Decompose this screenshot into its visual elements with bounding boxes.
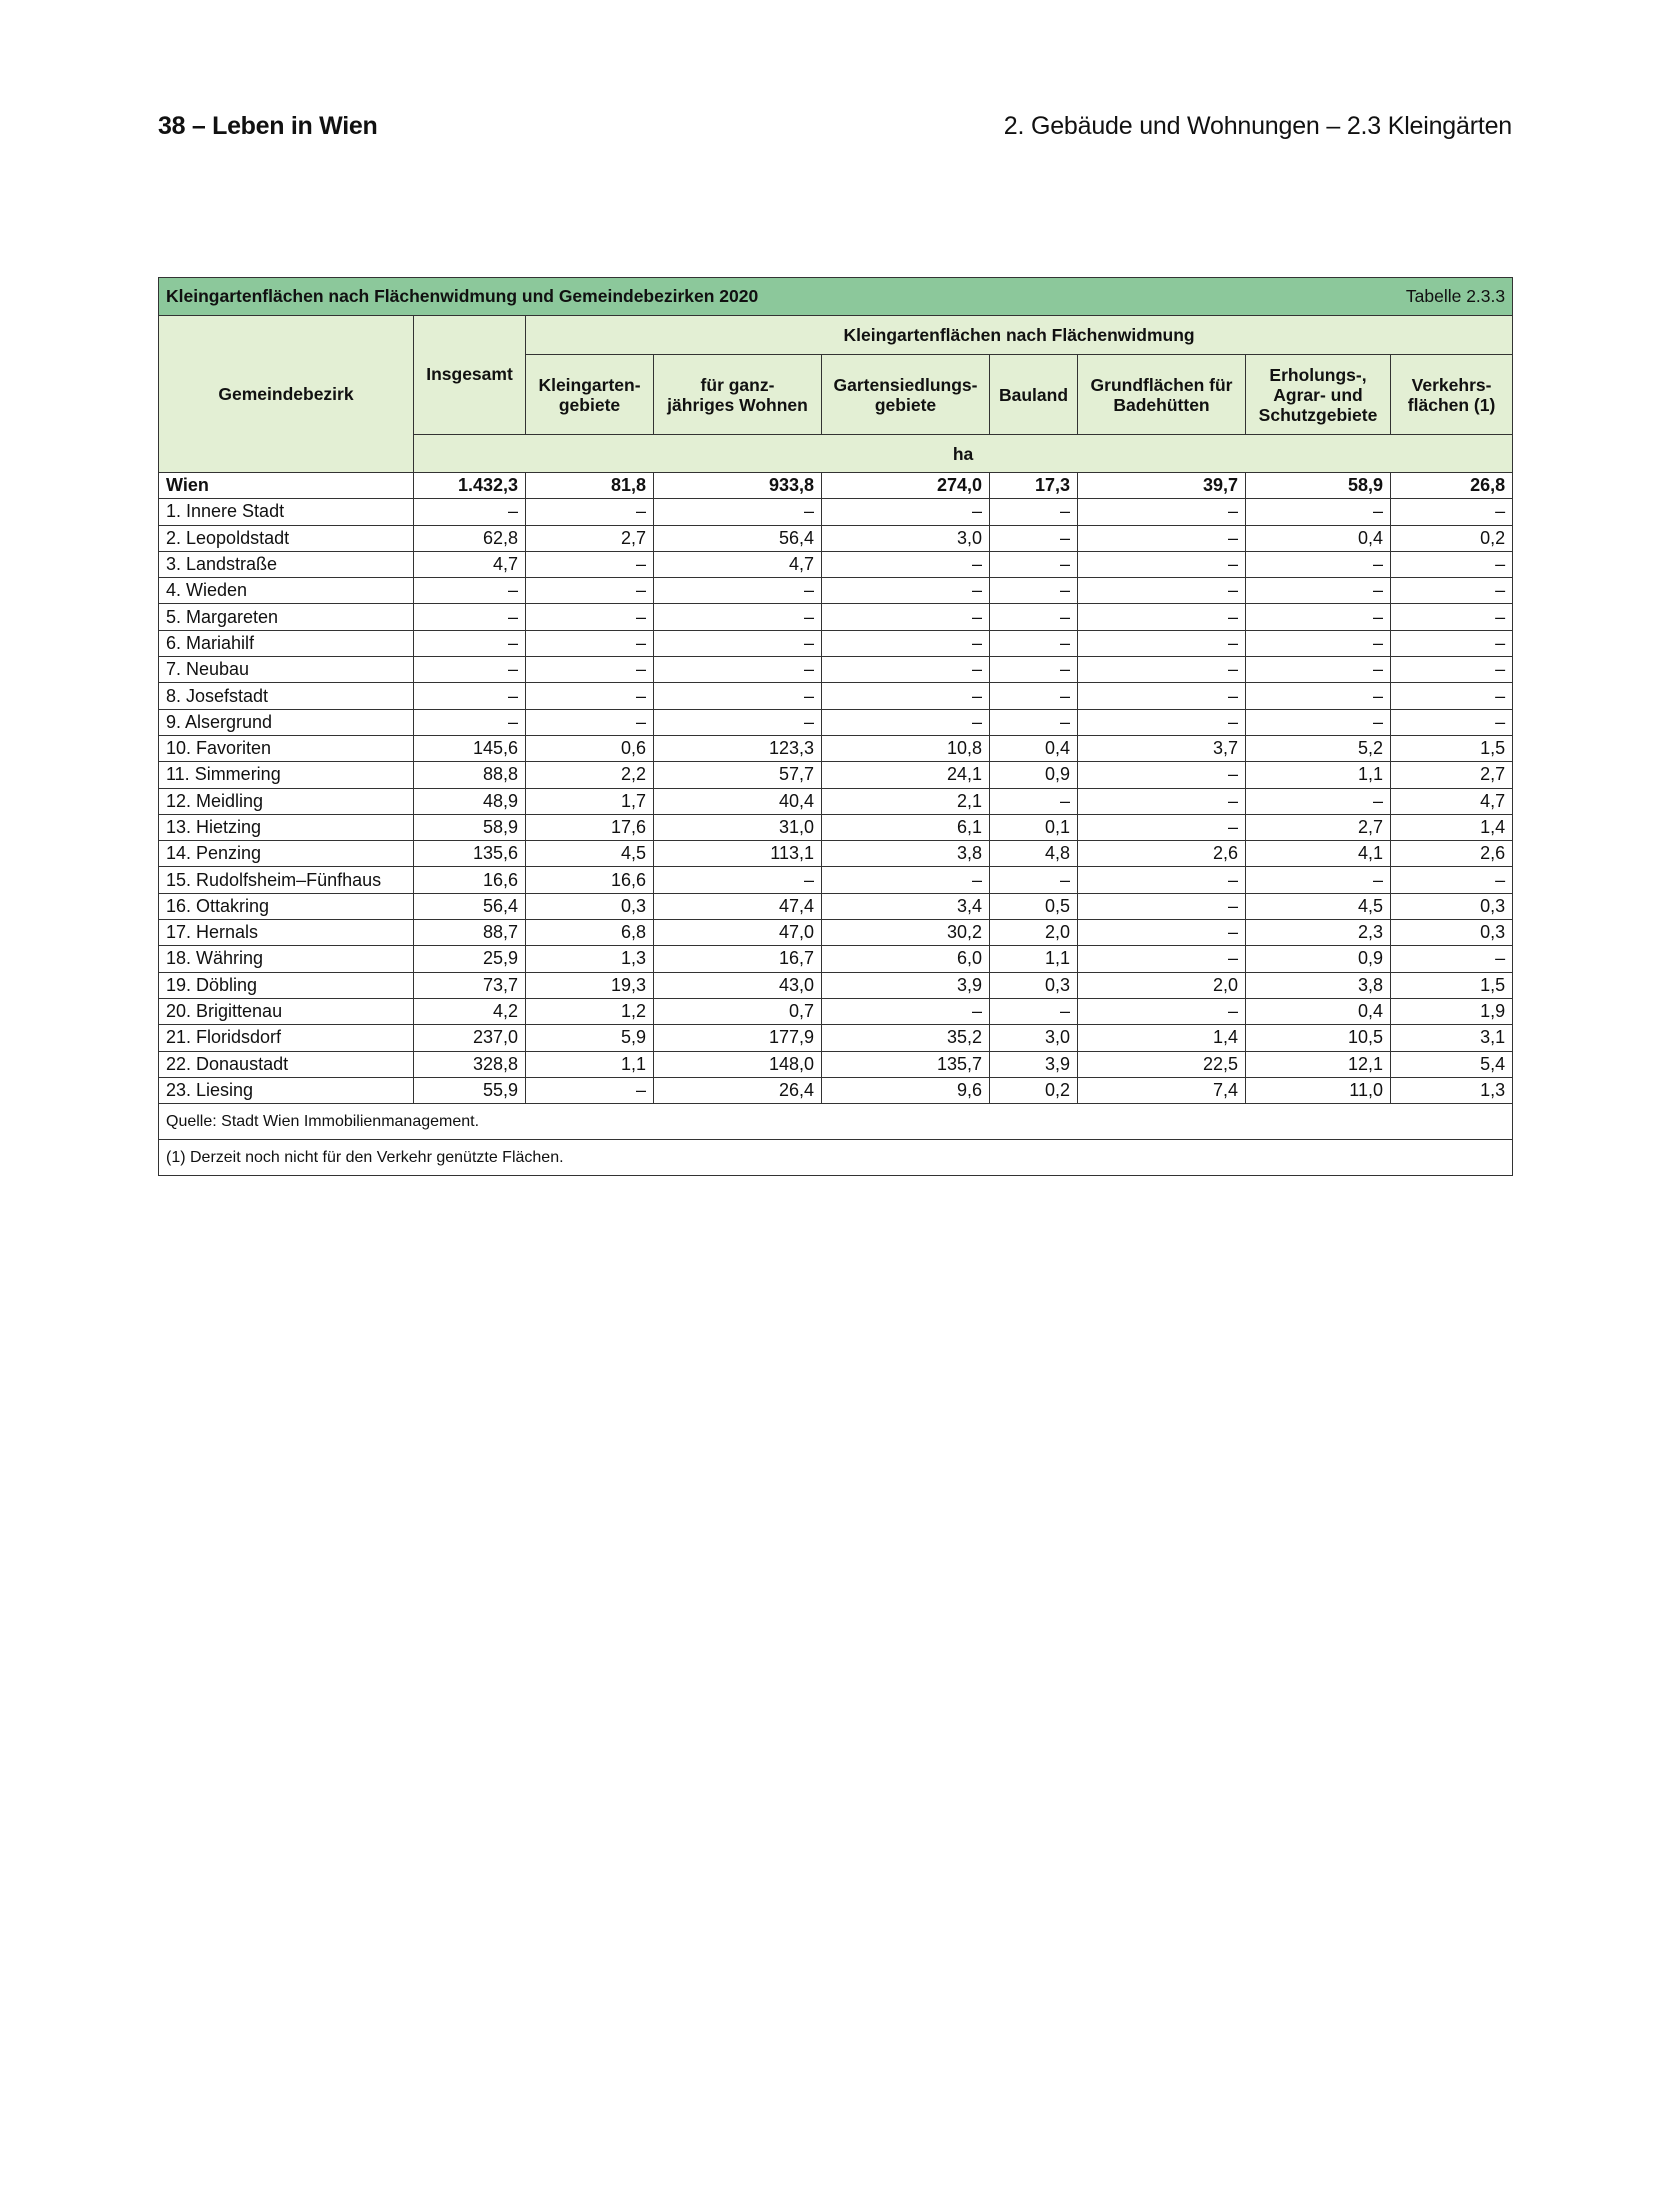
value-cell: 1,4 <box>1078 1025 1246 1051</box>
value-cell: – <box>654 578 822 604</box>
value-cell: – <box>414 604 526 630</box>
value-cell: – <box>1391 578 1513 604</box>
table-row <box>159 709 1513 735</box>
value-cell: – <box>1246 788 1391 814</box>
value-cell: 73,7 <box>414 972 526 998</box>
value-cell: 3,0 <box>990 1025 1078 1051</box>
value-cell: – <box>1078 946 1246 972</box>
value-cell: – <box>526 551 654 577</box>
value-cell: 2,3 <box>1246 920 1391 946</box>
value-cell: 6,1 <box>822 814 990 840</box>
value-cell: 30,2 <box>822 920 990 946</box>
value-cell: – <box>990 578 1078 604</box>
value-cell: – <box>822 867 990 893</box>
value-cell: 10,8 <box>822 735 990 761</box>
district-name-cell: 16. Ottakring <box>159 893 414 919</box>
district-name-cell: 14. Penzing <box>159 841 414 867</box>
value-cell: 1,5 <box>1391 735 1513 761</box>
value-cell: 48,9 <box>414 788 526 814</box>
subcol-header-line: für ganz- <box>700 374 775 395</box>
value-cell: 0,9 <box>1246 946 1391 972</box>
value-cell: 113,1 <box>654 841 822 867</box>
value-cell: 16,6 <box>526 867 654 893</box>
value-cell: – <box>1078 867 1246 893</box>
value-cell: – <box>822 604 990 630</box>
value-cell: – <box>1246 578 1391 604</box>
subcol-header-line: jähriges Wohnen <box>667 394 808 415</box>
subcol-header <box>822 355 990 435</box>
value-cell: 1,7 <box>526 788 654 814</box>
value-cell: – <box>1391 657 1513 683</box>
page-header-left: 38 – Leben in Wien <box>158 112 378 140</box>
value-cell: 4,5 <box>1246 893 1391 919</box>
district-name-cell: 3. Landstraße <box>159 551 414 577</box>
value-cell: 3,1 <box>1391 1025 1513 1051</box>
table-row <box>159 841 1513 867</box>
value-cell: 3,8 <box>822 841 990 867</box>
table-row <box>159 578 1513 604</box>
value-cell: – <box>990 867 1078 893</box>
value-cell: 4,7 <box>654 551 822 577</box>
value-cell: 81,8 <box>526 473 654 499</box>
value-cell: – <box>1391 604 1513 630</box>
value-cell: 6,0 <box>822 946 990 972</box>
table-row <box>159 735 1513 761</box>
value-cell: 4,2 <box>414 998 526 1024</box>
table-row <box>159 788 1513 814</box>
value-cell: – <box>414 578 526 604</box>
district-name-cell: 2. Leopoldstadt <box>159 525 414 551</box>
value-cell: – <box>822 551 990 577</box>
value-cell: – <box>1078 551 1246 577</box>
subcol-header <box>990 355 1078 435</box>
subcol-header-line: flächen (1) <box>1407 394 1496 415</box>
value-cell: 328,8 <box>414 1051 526 1077</box>
district-name-cell: 8. Josefstadt <box>159 683 414 709</box>
table-row <box>159 525 1513 551</box>
value-cell: – <box>990 604 1078 630</box>
table-row <box>159 998 1513 1024</box>
value-cell: 1,3 <box>526 946 654 972</box>
table-row <box>159 604 1513 630</box>
value-cell: 43,0 <box>654 972 822 998</box>
subcol-header-line: Schutzgebiete <box>1258 404 1378 425</box>
value-cell: 135,6 <box>414 841 526 867</box>
district-name-cell: 19. Döbling <box>159 972 414 998</box>
value-cell: 88,8 <box>414 762 526 788</box>
value-cell: – <box>1246 683 1391 709</box>
value-cell: 3,9 <box>990 1051 1078 1077</box>
value-cell: – <box>1391 551 1513 577</box>
footnote-row <box>159 1140 1513 1176</box>
value-cell: 0,3 <box>1391 920 1513 946</box>
value-cell: – <box>1078 788 1246 814</box>
value-cell: 3,7 <box>1078 735 1246 761</box>
value-cell: 2,6 <box>1391 841 1513 867</box>
unit-header: ha <box>414 435 1513 473</box>
subcol-header <box>1078 355 1246 435</box>
value-cell: 55,9 <box>414 1077 526 1103</box>
value-cell: 237,0 <box>414 1025 526 1051</box>
value-cell: 4,8 <box>990 841 1078 867</box>
value-cell: – <box>1246 867 1391 893</box>
district-name-cell: 13. Hietzing <box>159 814 414 840</box>
value-cell: – <box>414 630 526 656</box>
subcol-header <box>654 355 822 435</box>
value-cell: – <box>654 867 822 893</box>
value-cell: 2,0 <box>1078 972 1246 998</box>
district-name-cell: 1. Innere Stadt <box>159 499 414 525</box>
table-row <box>159 683 1513 709</box>
value-cell: 2,7 <box>1246 814 1391 840</box>
value-cell: 0,7 <box>654 998 822 1024</box>
value-cell: 135,7 <box>822 1051 990 1077</box>
district-name-cell: 9. Alsergrund <box>159 709 414 735</box>
value-cell: – <box>1078 920 1246 946</box>
district-name-cell: Wien <box>159 473 414 499</box>
value-cell: 148,0 <box>654 1051 822 1077</box>
value-cell: 17,3 <box>990 473 1078 499</box>
value-cell: – <box>822 998 990 1024</box>
value-cell: 31,0 <box>654 814 822 840</box>
value-cell: – <box>526 578 654 604</box>
value-cell: 274,0 <box>822 473 990 499</box>
value-cell: – <box>990 657 1078 683</box>
district-name-cell: 6. Mariahilf <box>159 630 414 656</box>
value-cell: – <box>822 657 990 683</box>
value-cell: – <box>1391 867 1513 893</box>
value-cell: 0,9 <box>990 762 1078 788</box>
value-cell: 3,8 <box>1246 972 1391 998</box>
value-cell: 0,3 <box>526 893 654 919</box>
value-cell: – <box>990 630 1078 656</box>
value-cell: 0,3 <box>1391 893 1513 919</box>
value-cell: – <box>654 683 822 709</box>
value-cell: 62,8 <box>414 525 526 551</box>
value-cell: – <box>1078 709 1246 735</box>
value-cell: – <box>1246 709 1391 735</box>
value-cell: 1,2 <box>526 998 654 1024</box>
value-cell: – <box>822 578 990 604</box>
district-name-cell: 22. Donaustadt <box>159 1051 414 1077</box>
value-cell: 933,8 <box>654 473 822 499</box>
value-cell: – <box>1078 604 1246 630</box>
value-cell: – <box>1078 499 1246 525</box>
value-cell: – <box>1391 499 1513 525</box>
table-title: Kleingartenflächen nach Flächenwidmung und Gemeindebezirken 2020 <box>166 286 759 306</box>
value-cell: 24,1 <box>822 762 990 788</box>
value-cell: – <box>1078 762 1246 788</box>
value-cell: 4,7 <box>1391 788 1513 814</box>
subcol-header <box>1391 355 1513 435</box>
value-cell: 3,4 <box>822 893 990 919</box>
value-cell: 11,0 <box>1246 1077 1391 1103</box>
value-cell: – <box>1246 499 1391 525</box>
value-cell: – <box>990 499 1078 525</box>
table-row <box>159 867 1513 893</box>
district-name-cell: 18. Währing <box>159 946 414 972</box>
value-cell: 26,8 <box>1391 473 1513 499</box>
value-cell: – <box>822 709 990 735</box>
value-cell: – <box>526 709 654 735</box>
value-cell: 5,9 <box>526 1025 654 1051</box>
value-cell: 5,4 <box>1391 1051 1513 1077</box>
value-cell: 5,2 <box>1246 735 1391 761</box>
value-cell: 17,6 <box>526 814 654 840</box>
value-cell: 22,5 <box>1078 1051 1246 1077</box>
value-cell: 9,6 <box>822 1077 990 1103</box>
value-cell: – <box>526 683 654 709</box>
value-cell: – <box>1391 709 1513 735</box>
value-cell: 1,1 <box>1246 762 1391 788</box>
district-name-cell: 11. Simmering <box>159 762 414 788</box>
value-cell: 12,1 <box>1246 1051 1391 1077</box>
district-name-cell: 21. Floridsdorf <box>159 1025 414 1051</box>
value-cell: – <box>526 630 654 656</box>
value-cell: 145,6 <box>414 735 526 761</box>
table-id: Tabelle 2.3.3 <box>1405 286 1506 306</box>
value-cell: 56,4 <box>414 893 526 919</box>
subcol-header-line: Bauland <box>998 384 1069 405</box>
value-cell: – <box>1078 683 1246 709</box>
value-cell: 4,1 <box>1246 841 1391 867</box>
value-cell: – <box>1078 814 1246 840</box>
value-cell: 39,7 <box>1078 473 1246 499</box>
value-cell: 26,4 <box>654 1077 822 1103</box>
value-cell: – <box>1078 893 1246 919</box>
district-name-cell: 4. Wieden <box>159 578 414 604</box>
value-cell: – <box>1246 630 1391 656</box>
table-row <box>159 893 1513 919</box>
district-name-cell: 12. Meidling <box>159 788 414 814</box>
footnote-note: (1) Derzeit noch nicht für den Verkehr genützte Flächen. <box>159 1140 1513 1176</box>
district-name-cell: 10. Favoriten <box>159 735 414 761</box>
value-cell: 1.432,3 <box>414 473 526 499</box>
kleingarten-table <box>158 277 1513 1176</box>
value-cell: 2,0 <box>990 920 1078 946</box>
value-cell: – <box>990 683 1078 709</box>
table-row <box>159 762 1513 788</box>
subcol-header-line: Grundflächen für <box>1090 374 1233 395</box>
value-cell: – <box>822 499 990 525</box>
value-cell: 1,3 <box>1391 1077 1513 1103</box>
value-cell: – <box>990 709 1078 735</box>
district-name-cell: 7. Neubau <box>159 657 414 683</box>
table-title-bar <box>159 278 1513 316</box>
value-cell: – <box>1078 657 1246 683</box>
subcol-header-line: Badehütten <box>1113 394 1210 415</box>
group-header: Kleingartenflächen nach Flächenwidmung <box>526 316 1513 355</box>
subcol-header-line: Erholungs-, <box>1269 364 1367 385</box>
value-cell: – <box>1078 998 1246 1024</box>
value-cell: 6,8 <box>526 920 654 946</box>
value-cell: 1,1 <box>526 1051 654 1077</box>
value-cell: 177,9 <box>654 1025 822 1051</box>
value-cell: – <box>654 604 822 630</box>
table-row <box>159 499 1513 525</box>
value-cell: – <box>1078 578 1246 604</box>
value-cell: – <box>526 657 654 683</box>
table-row <box>159 814 1513 840</box>
value-cell: 35,2 <box>822 1025 990 1051</box>
value-cell: 2,6 <box>1078 841 1246 867</box>
value-cell: 25,9 <box>414 946 526 972</box>
value-cell: 56,4 <box>654 525 822 551</box>
value-cell: – <box>822 630 990 656</box>
source-row <box>159 1104 1513 1140</box>
value-cell: 88,7 <box>414 920 526 946</box>
value-cell: 3,0 <box>822 525 990 551</box>
value-cell: – <box>526 1077 654 1103</box>
value-cell: 1,9 <box>1391 998 1513 1024</box>
subcol-header <box>526 355 654 435</box>
table-row <box>159 920 1513 946</box>
page-header-right: 2. Gebäude und Wohnungen – 2.3 Kleingärten <box>1003 112 1512 140</box>
value-cell: – <box>654 630 822 656</box>
value-cell: – <box>990 998 1078 1024</box>
value-cell: 123,3 <box>654 735 822 761</box>
value-cell: 0,5 <box>990 893 1078 919</box>
value-cell: – <box>1391 683 1513 709</box>
value-cell: – <box>1246 657 1391 683</box>
subcol-header-line: gebiete <box>874 394 937 415</box>
value-cell: 0,3 <box>990 972 1078 998</box>
district-name-cell: 15. Rudolfsheim–Fünfhaus <box>159 867 414 893</box>
value-cell: 1,1 <box>990 946 1078 972</box>
value-cell: – <box>990 525 1078 551</box>
value-cell: 40,4 <box>654 788 822 814</box>
total-row <box>159 473 1513 499</box>
value-cell: 58,9 <box>414 814 526 840</box>
value-cell: – <box>414 657 526 683</box>
value-cell: 0,4 <box>1246 998 1391 1024</box>
subcol-header-line: Kleingarten- <box>538 374 641 395</box>
value-cell: – <box>526 499 654 525</box>
value-cell: 4,7 <box>414 551 526 577</box>
value-cell: 47,4 <box>654 893 822 919</box>
value-cell: 2,1 <box>822 788 990 814</box>
value-cell: 2,7 <box>526 525 654 551</box>
value-cell: 16,6 <box>414 867 526 893</box>
subcol-header-line: Gartensiedlungs- <box>833 374 978 395</box>
value-cell: – <box>414 499 526 525</box>
subcol-header-line: gebiete <box>558 394 621 415</box>
district-name-cell: 23. Liesing <box>159 1077 414 1103</box>
table-row <box>159 1077 1513 1103</box>
subcol-header-line: Verkehrs- <box>1411 374 1492 395</box>
value-cell: – <box>414 709 526 735</box>
value-cell: – <box>654 499 822 525</box>
value-cell: 7,4 <box>1078 1077 1246 1103</box>
district-name-cell: 20. Brigittenau <box>159 998 414 1024</box>
value-cell: – <box>822 683 990 709</box>
value-cell: – <box>990 551 1078 577</box>
subcol-header <box>1246 355 1391 435</box>
table-row <box>159 551 1513 577</box>
value-cell: – <box>526 604 654 630</box>
value-cell: 1,4 <box>1391 814 1513 840</box>
subcol-header-line: Agrar- und <box>1273 384 1363 405</box>
value-cell: 0,2 <box>1391 525 1513 551</box>
value-cell: – <box>1078 630 1246 656</box>
table-row <box>159 1025 1513 1051</box>
value-cell: 3,9 <box>822 972 990 998</box>
value-cell: 2,2 <box>526 762 654 788</box>
col-header-insgesamt: Insgesamt <box>414 316 526 435</box>
value-cell: 57,7 <box>654 762 822 788</box>
value-cell: 0,2 <box>990 1077 1078 1103</box>
value-cell: 1,5 <box>1391 972 1513 998</box>
value-cell: 19,3 <box>526 972 654 998</box>
table-row <box>159 657 1513 683</box>
district-name-cell: 17. Hernals <box>159 920 414 946</box>
value-cell: – <box>654 657 822 683</box>
value-cell: – <box>1246 551 1391 577</box>
value-cell: – <box>990 788 1078 814</box>
value-cell: – <box>1078 525 1246 551</box>
value-cell: 4,5 <box>526 841 654 867</box>
value-cell: 0,6 <box>526 735 654 761</box>
value-cell: – <box>1391 630 1513 656</box>
value-cell: – <box>1391 946 1513 972</box>
table-row <box>159 946 1513 972</box>
value-cell: – <box>1246 604 1391 630</box>
value-cell: 16,7 <box>654 946 822 972</box>
table-row <box>159 630 1513 656</box>
value-cell: 2,7 <box>1391 762 1513 788</box>
value-cell: 0,1 <box>990 814 1078 840</box>
table-row <box>159 972 1513 998</box>
value-cell: 58,9 <box>1246 473 1391 499</box>
value-cell: – <box>414 683 526 709</box>
value-cell: – <box>654 709 822 735</box>
value-cell: 47,0 <box>654 920 822 946</box>
district-name-cell: 5. Margareten <box>159 604 414 630</box>
value-cell: 10,5 <box>1246 1025 1391 1051</box>
source-note: Quelle: Stadt Wien Immobilienmanagement. <box>159 1104 1513 1140</box>
value-cell: 0,4 <box>1246 525 1391 551</box>
value-cell: 0,4 <box>990 735 1078 761</box>
col-header-bezirk: Gemeindebezirk <box>159 316 414 473</box>
table-row <box>159 1051 1513 1077</box>
